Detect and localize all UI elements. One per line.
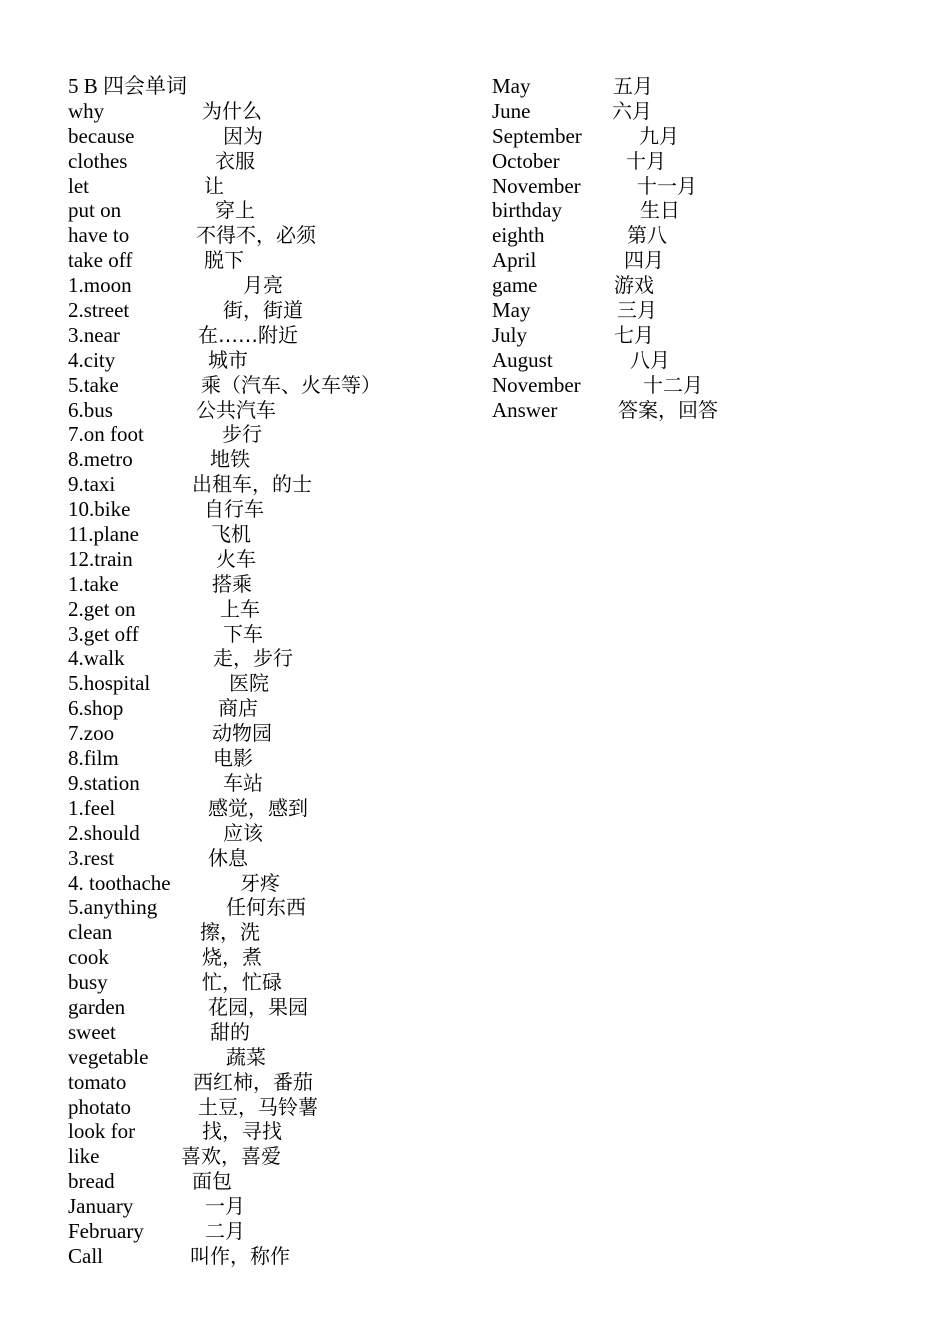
chinese-translation: 商店 [218,696,258,721]
chinese-translation: 八月 [630,347,670,372]
vocab-entry [68,1020,468,1045]
vocab-entry [68,298,468,323]
vocab-entry [68,1194,468,1219]
vocab-entry [492,198,892,223]
english-word: have to [68,223,130,248]
vocab-entry [68,323,468,348]
vocab-entry [68,771,468,796]
english-word: vegetable [68,1044,149,1069]
vocab-entry [68,895,468,920]
chinese-translation: 不得不，必须 [196,223,316,248]
chinese-translation: 街，街道 [223,298,303,323]
vocab-entry [68,646,468,671]
chinese-translation: 十月 [626,148,666,173]
english-word: clothes [68,148,128,173]
english-word: 3.near [68,322,120,347]
english-word: bread [68,1169,115,1194]
vocab-entry [492,74,892,99]
english-word: 1.take [68,571,119,596]
right-word-column [492,74,892,422]
english-word: 6.shop [68,696,124,721]
chinese-translation: 任何东西 [226,895,306,920]
vocab-entry [68,871,468,896]
vocab-entry [492,348,892,373]
vocab-entry [68,472,468,497]
english-word: 1.feel [68,795,116,820]
english-word: September [492,123,582,148]
vocab-entry [492,149,892,174]
vocab-entry [68,920,468,945]
chinese-translation: 走，步行 [213,646,293,671]
chinese-translation: 电影 [213,746,253,771]
chinese-translation: 十一月 [637,173,697,198]
vocab-entry [492,398,892,423]
chinese-translation: 蔬菜 [226,1044,266,1069]
vocab-entry [68,348,468,373]
chinese-translation: 游戏 [614,273,654,298]
english-word: June [492,98,531,123]
english-word: birthday [492,198,562,223]
english-word: 4.walk [68,646,125,671]
chinese-translation: 三月 [617,298,657,323]
vocab-entry [68,846,468,871]
english-word: 6.bus [68,397,113,422]
vocab-entry [68,572,468,597]
vocab-entry [68,1219,468,1244]
vocab-entry [68,223,468,248]
english-word: November [492,173,581,198]
english-word: November [492,372,581,397]
vocab-entry [68,273,468,298]
chinese-translation: 土豆，马铃薯 [198,1094,318,1119]
vocab-entry [492,248,892,273]
chinese-translation: 七月 [614,322,654,347]
chinese-translation: 让 [204,173,224,198]
chinese-translation: 生日 [640,198,680,223]
vocab-entry [68,522,468,547]
chinese-translation: 花园，果园 [208,994,308,1019]
english-word: 2.should [68,820,140,845]
vocab-entry [68,945,468,970]
chinese-translation: 出租车，的士 [192,472,312,497]
chinese-translation: 忙，忙碌 [202,970,282,995]
english-word: May [492,298,531,323]
vocab-entry [68,970,468,995]
vocab-entry [68,398,468,423]
chinese-translation: 城市 [208,347,248,372]
vocab-entry [68,1045,468,1070]
chinese-translation: 飞机 [211,522,251,547]
english-word: 12.train [68,546,133,571]
english-word: October [492,148,560,173]
english-word: 8.film [68,746,119,771]
vocab-entry [492,323,892,348]
english-word: why [68,98,105,123]
chinese-translation: 乘（汽车、火车等） [201,372,381,397]
chinese-translation: 脱下 [204,248,244,273]
english-word: February [68,1218,144,1243]
english-word: 9.station [68,770,140,795]
document-title: 5 B 四会单词 [68,74,188,98]
english-word: sweet [68,1019,116,1044]
english-word: January [68,1194,134,1219]
english-word: 8.metro [68,447,133,472]
chinese-translation: 下车 [223,621,263,646]
vocab-entry [68,149,468,174]
english-word: game [492,273,538,298]
chinese-translation: 二月 [205,1218,245,1243]
vocab-entry [68,99,468,124]
vocab-entry [68,248,468,273]
vocab-entry [68,1070,468,1095]
chinese-translation: 火车 [216,546,256,571]
english-word: 5.anything [68,895,158,920]
chinese-translation: 第八 [627,223,667,248]
chinese-translation: 九月 [639,123,679,148]
english-word: 7.on foot [68,422,144,447]
english-word: take off [68,248,133,273]
english-word: August [492,347,553,372]
chinese-translation: 烧，煮 [202,945,262,970]
vocab-entry [68,174,468,199]
chinese-translation: 一月 [205,1194,245,1219]
vocab-entry [68,1244,468,1269]
vocab-entry [68,597,468,622]
chinese-translation: 动物园 [212,721,272,746]
english-word: clean [68,920,113,945]
vocab-entry [492,99,892,124]
vocab-entry [492,298,892,323]
chinese-translation: 穿上 [215,198,255,223]
vocab-entry [68,696,468,721]
english-word: 11.plane [68,522,139,547]
vocab-entry [68,124,468,149]
chinese-translation: 五月 [613,74,653,98]
chinese-translation: 六月 [612,98,652,123]
english-word: 4.city [68,347,116,372]
vocab-entry [68,1095,468,1120]
vocab-entry [492,124,892,149]
chinese-translation: 十二月 [643,372,703,397]
chinese-translation: 面包 [192,1169,232,1194]
chinese-translation: 月亮 [243,273,283,298]
english-word: 7.zoo [68,721,115,746]
vocab-entry [68,721,468,746]
chinese-translation: 西红柿，番茄 [193,1069,313,1094]
english-word: May [492,74,531,98]
english-word: Call [68,1243,103,1268]
left-word-column [68,74,468,1269]
vocab-entry [68,547,468,572]
chinese-translation: 甜的 [210,1019,250,1044]
chinese-translation: 搭乘 [212,571,252,596]
english-word: let [68,173,89,198]
chinese-translation: 牙疼 [240,870,280,895]
vocab-entry [68,622,468,647]
english-word: 1.moon [68,273,132,298]
right-word-list [492,74,892,422]
english-word: 5.hospital [68,671,151,696]
chinese-translation: 医院 [229,671,269,696]
vocab-entry [68,821,468,846]
chinese-translation: 因为 [223,123,263,148]
chinese-translation: 车站 [223,770,263,795]
english-word: 5.take [68,372,119,397]
chinese-translation: 在……附近 [198,322,298,347]
english-word: 3.rest [68,845,115,870]
vocab-entry [68,447,468,472]
english-word: 2.get on [68,596,136,621]
vocab-entry [492,373,892,398]
chinese-translation: 找，寻找 [202,1119,282,1144]
left-word-list [68,99,468,1269]
chinese-translation: 步行 [222,422,262,447]
vocab-entry [68,1119,468,1144]
english-word: Answer [492,397,558,422]
english-word: busy [68,970,108,995]
vocab-entry [68,422,468,447]
chinese-translation: 感觉，感到 [208,795,308,820]
english-word: 9.taxi [68,472,116,497]
vocab-entry [68,796,468,821]
chinese-translation: 衣服 [215,148,255,173]
english-word: 3.get off [68,621,139,646]
vocab-entry [68,1144,468,1169]
english-word: tomato [68,1069,127,1094]
chinese-translation: 地铁 [210,447,250,472]
chinese-translation: 应该 [223,820,263,845]
vocab-entry [68,995,468,1020]
vocab-entry [68,373,468,398]
english-word: because [68,123,135,148]
vocab-entry [68,671,468,696]
english-word: cook [68,945,109,970]
english-word: 2.street [68,298,130,323]
english-word: April [492,248,537,273]
vocab-entry [492,223,892,248]
english-word: like [68,1144,100,1169]
chinese-translation: 擦，洗 [200,920,260,945]
chinese-translation: 喜欢，喜爱 [181,1144,281,1169]
chinese-translation: 休息 [208,845,248,870]
english-word: July [492,322,528,347]
vocab-entry [68,746,468,771]
vocab-entry [492,174,892,199]
english-word: 10.bike [68,497,131,522]
english-word: put on [68,198,122,223]
vocab-entry [68,1169,468,1194]
english-word: look for [68,1119,136,1144]
vocab-entry [68,198,468,223]
english-word: eighth [492,223,545,248]
english-word: garden [68,994,126,1019]
chinese-translation: 自行车 [204,497,264,522]
chinese-translation: 叫作，称作 [190,1243,290,1268]
chinese-translation: 公共汽车 [196,397,276,422]
chinese-translation: 答案，回答 [618,397,718,422]
english-word: 4. toothache [68,870,171,895]
chinese-translation: 四月 [624,248,664,273]
vocab-entry [492,273,892,298]
vocab-entry [68,497,468,522]
chinese-translation: 上车 [220,596,260,621]
english-word: photato [68,1094,131,1119]
chinese-translation: 为什么 [202,98,262,123]
